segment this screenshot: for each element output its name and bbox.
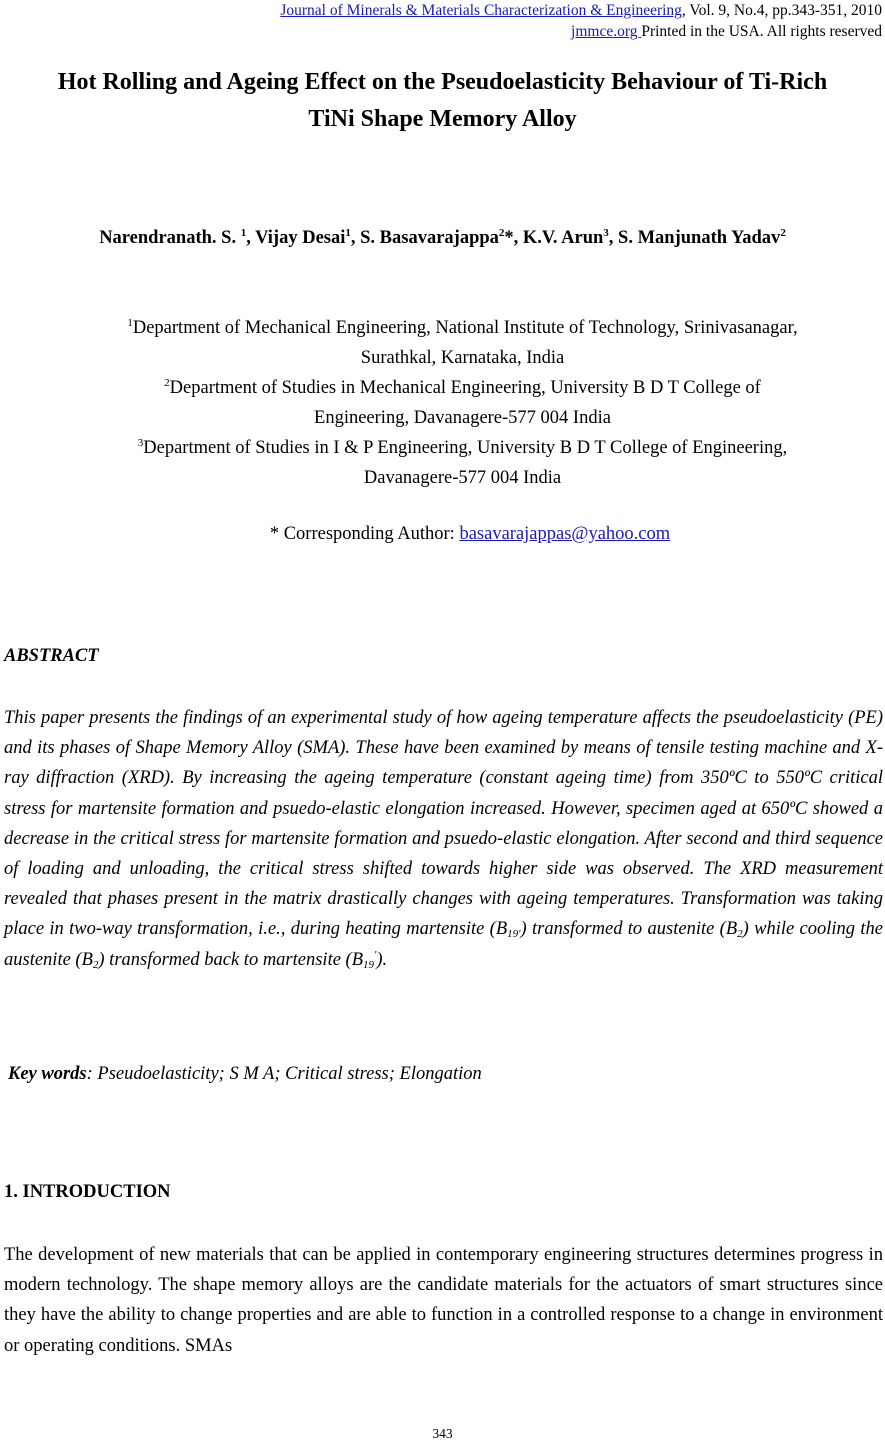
abstract-text: ) transformed back to martensite (B [98, 949, 364, 970]
affiliation-3 [40, 433, 885, 493]
abstract-body [4, 703, 883, 975]
abstract-text: This paper presents the findings of an experimental study of how ageing temperature affects the pseudoelasticity (PE) and its phases of Shape Memory Alloy (SMA). These have been examined by means of tensile testing machine and X-ray diffraction (XRD). By increasing the ageing temperature (constant ageing time) from 350ºC to 550ºC critical stress for martensite formation and psuedo-elastic elongation increased. However, specimen aged at 650ºC showed a decrease in the critical stress for martensite formation and psuedo-elastic elongation. After second and third sequence of loading and unloading, the critical stress shifted towards higher side was observed. The XRD measurement revealed that phases present in the matrix drastically changes with ageing temperatures. Transformation was taking place in two-way transformation, i.e., during heating martensite (B [4, 708, 883, 940]
page-number: 343 [432, 1426, 453, 1441]
author-sup: 2 [780, 227, 786, 239]
author-list [0, 226, 885, 250]
title-line-1: Hot Rolling and Ageing Effect on the Pseudoelasticity Behaviour of Ti-Rich [57, 69, 828, 95]
journal-header [280, 0, 882, 42]
author-name: , Vijay Desai [246, 228, 346, 248]
abstract-text: ). [376, 949, 388, 970]
abstract-sub: 2 [92, 958, 99, 971]
keywords-label: Key words [8, 1064, 87, 1084]
site-link[interactable]: jmmce.org [571, 23, 642, 40]
rights-text: Printed in the USA. All rights reserved [641, 23, 882, 40]
title-line-2: TiNi Shape Memory Alloy [308, 106, 577, 132]
abstract-sub: 19' [507, 928, 521, 941]
corresponding-email-link[interactable]: basavarajappas@yahoo.com [459, 524, 671, 544]
affiliation-sup: 3 [137, 437, 144, 449]
journal-link[interactable]: Journal of Minerals & Materials Characterization & Engineering [280, 2, 682, 19]
affiliation-text: Engineering, Davanagere-577 004 India [314, 408, 611, 428]
author-name: Narendranath. S. [99, 228, 241, 248]
abstract-sub: 19 [363, 958, 375, 971]
corresponding-label: * Corresponding Author: [269, 524, 460, 544]
author-sup: 1 [345, 227, 351, 239]
affiliation-text: Department of Studies in I & P Engineering, University B D T College of Engineering, [143, 438, 788, 458]
affiliation-text: Surathkal, Karnataka, India [360, 348, 565, 368]
affiliation-text: Department of Mechanical Engineering, National Institute of Technology, Srinivasanagar, [132, 318, 798, 338]
abstract-text: ) transformed to austenite (B [520, 919, 738, 940]
abstract-sub: 2 [737, 928, 743, 941]
affiliation-text: Davanagere-577 004 India [363, 468, 562, 488]
journal-volume: , Vol. 9, No.4, pp.343-351, 2010 [681, 2, 882, 19]
section-heading-introduction: 1. INTRODUCTION [4, 1182, 171, 1202]
affiliation-sup: 2 [164, 377, 170, 389]
keywords [8, 1064, 482, 1085]
corresponding-author [0, 524, 885, 545]
author-sup: 2 [498, 227, 505, 239]
introduction-text: The development of new materials that can be applied in contemporary engineering structures determines progress in modern technology. The shape memory alloys are the candidate materials for the actuators of smart structures since they have the ability to change properties and are able to function in a controlled response to a change in environment or operating conditions. SMAs [4, 1245, 883, 1356]
abstract-text: ) while cooling the austenite (B [4, 919, 883, 970]
author-sup: 1 [240, 227, 247, 239]
author-name: , S. Basavarajappa [350, 228, 499, 248]
paper-title [0, 64, 885, 138]
author-name: , S. Manjunath Yadav [608, 228, 781, 248]
abstract-sup: ' [374, 948, 377, 961]
author-name: *, K.V. Arun [504, 228, 604, 248]
keywords-text: : Pseudoelasticity; S M A; Critical stress; Elongation [86, 1064, 482, 1084]
abstract-heading: ABSTRACT [4, 646, 99, 666]
affiliation-text: Department of Studies in Mechanical Engineering, University B D T College of [169, 378, 761, 398]
affiliation-sup: 1 [127, 317, 133, 329]
affiliation-1 [40, 313, 885, 373]
author-sup: 3 [603, 227, 609, 239]
affiliation-2 [40, 373, 885, 433]
